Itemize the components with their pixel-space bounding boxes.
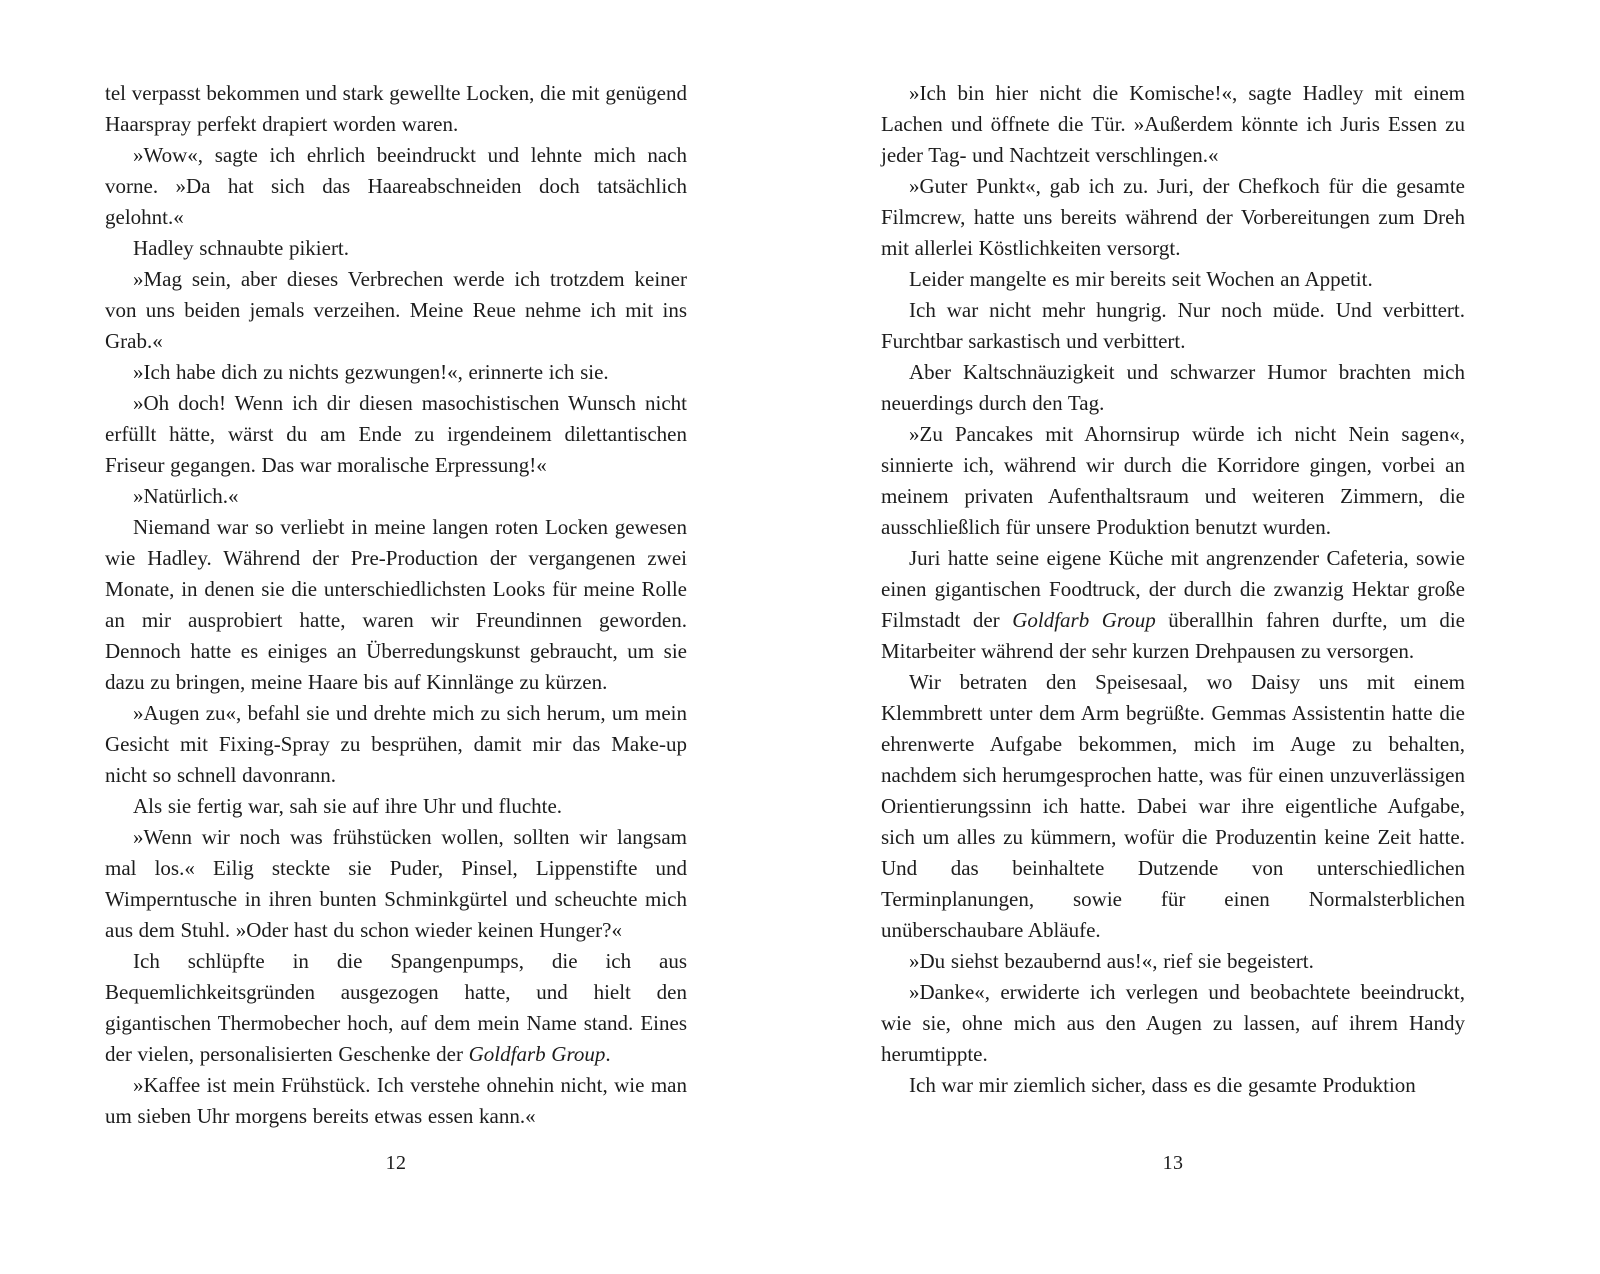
paragraph [881,171,1465,264]
italic-text-run: Goldfarb Group [468,1042,606,1066]
text-run: überallhin fahren durfte, um die Mitarbeiter während der sehr kurzen Drehpausen zu versorgen. [881,608,1465,663]
text-run: . [605,1042,611,1066]
paragraph [881,78,1465,171]
text-run: »Kaffee ist mein Frühstück. Ich verstehe ohnehin nicht, wie man um sieben Uhr morgens bereits etwas essen kann.« [105,1073,687,1128]
text-run: Aber Kaltschnäuzigkeit und schwarzer Humor brachten mich neuerdings durch den Tag. [881,360,1465,415]
text-run: »Guter Punkt«, gab ich zu. Juri, der Chefkoch für die gesamte Filmcrew, hatte uns bereits während der Vorbereitungen zum Dreh mit allerlei Köstlichkeiten versorgt. [881,174,1465,260]
paragraph [105,140,687,233]
paragraph [105,264,687,357]
page-left-text [105,78,687,1132]
paragraph [105,388,687,481]
paragraph [881,543,1465,667]
text-run: »Wenn wir noch was frühstücken wollen, sollten wir langsam mal los.« Eilig steckte sie Puder, Pinsel, Lippenstifte und Wimperntusche in ihren bunten Schminkgürtel und scheuchte mich aus dem Stuhl. »Oder hast du schon wieder keinen Hunger?« [105,825,687,942]
text-run: tel verpasst bekommen und stark gewellte Locken, die mit genügend Haarspray perfekt drapiert worden waren. [105,81,687,136]
paragraph [105,512,687,698]
text-run: »Du siehst bezaubernd aus!«, rief sie begeistert. [909,949,1314,973]
paragraph [881,357,1465,419]
text-run: »Mag sein, aber dieses Verbrechen werde ich trotzdem keiner von uns beiden jemals verzeihen. Meine Reue nehme ich mit ins Grab.« [105,267,687,353]
paragraph [881,946,1465,977]
paragraph [881,264,1465,295]
text-run: »Natürlich.« [133,484,239,508]
text-run: »Ich habe dich zu nichts gezwungen!«, erinnerte ich sie. [133,360,609,384]
text-run: »Wow«, sagte ich ehrlich beeindruckt und lehnte mich nach vorne. »Da hat sich das Haareabschneiden doch tatsächlich gelohnt.« [105,143,687,229]
paragraph [105,946,687,1070]
text-run: »Augen zu«, befahl sie und drehte mich zu sich herum, um mein Gesicht mit Fixing-Spray zu besprühen, damit mir das Make-up nicht so schnell davonrann. [105,701,687,787]
text-run: »Danke«, erwiderte ich verlegen und beobachtete beeindruckt, wie sie, ohne mich aus den Augen zu lassen, auf ihrem Handy herumtippte. [881,980,1465,1066]
paragraph [105,698,687,791]
text-run: Juri hatte seine eigene Küche mit angrenzender Cafeteria, sowie einen gigantischen Foodtruck, der durch die zwanzig Hektar große Filmstadt der [881,546,1465,632]
page-number-left: 12 [385,1152,407,1174]
paragraph [105,233,687,264]
text-run: »Oh doch! Wenn ich dir diesen masochistischen Wunsch nicht erfüllt hätte, wärst du am Ende zu irgendeinem dilettantischen Friseur gegangen. Das war moralische Erpressung!« [105,391,687,477]
page-number-right: 13 [1162,1152,1184,1174]
paragraph [881,977,1465,1070]
text-run: Ich war nicht mehr hungrig. Nur noch müde. Und verbittert. Furchtbar sarkastisch und verbittert. [881,298,1465,353]
text-run: »Ich bin hier nicht die Komische!«, sagte Hadley mit einem Lachen und öffnete die Tür. »Außerdem könnte ich Juris Essen zu jeder Tag- und Nachtzeit verschlingen.« [881,81,1465,167]
paragraph [105,78,687,140]
text-run: Niemand war so verliebt in meine langen roten Locken gewesen wie Hadley. Während der Pre-Production der vergangenen zwei Monate, in denen sie die unterschiedlichsten Looks für meine Rolle an mir ausprobiert hatte, waren wir Freundinnen geworden. Dennoch hatte es einiges an Überredungskunst gebraucht, um sie dazu zu bringen, meine Haare bis auf Kinnlänge zu kürzen. [105,515,687,694]
paragraph [881,295,1465,357]
text-run: Hadley schnaubte pikiert. [133,236,350,260]
paragraph [105,822,687,946]
page-right-text [881,78,1465,1101]
text-run: »Zu Pancakes mit Ahornsirup würde ich nicht Nein sagen«, sinnierte ich, während wir durch die Korridore gingen, vorbei an meinem privaten Aufenthaltsraum und weiteren Zimmern, die ausschließlich für unsere Produktion benutzt wurden. [881,422,1465,539]
text-run: Wir betraten den Speisesaal, wo Daisy uns mit einem Klemmbrett unter dem Arm begrüßte. Gemmas Assistentin hatte die ehrenwerte Aufgabe bekommen, mich im Auge zu behalten, nachdem sich herumgesprochen hatte, was für einen unzuverlässigen Orientierungssinn ich hatte. Dabei war ihre eigentliche Aufgabe, sich um alles zu kümmern, wofür die Produzentin keine Zeit hatte. Und das beinhaltete Dutzende von unterschiedlichen Terminplanungen, sowie für einen Normalsterblichen unüberschaubare Abläufe. [881,670,1465,942]
paragraph [881,1070,1465,1101]
italic-text-run: Goldfarb Group [1012,608,1156,632]
paragraph [881,419,1465,543]
text-run: Ich war mir ziemlich sicher, dass es die gesamte Produktion [909,1073,1416,1097]
text-run: Als sie fertig war, sah sie auf ihre Uhr und fluchte. [133,794,563,818]
text-run: Ich schlüpfte in die Spangenpumps, die ich aus Bequemlichkeitsgründen ausgezogen hatte, und hielt den gigantischen Thermobecher hoch, auf dem mein Name stand. Eines der vielen, personalisierten Geschenke der [105,949,687,1066]
paragraph [105,481,687,512]
paragraph [105,357,687,388]
text-run: Leider mangelte es mir bereits seit Wochen an Appetit. [909,267,1373,291]
paragraph [105,1070,687,1132]
paragraph [105,791,687,822]
paragraph [881,667,1465,946]
